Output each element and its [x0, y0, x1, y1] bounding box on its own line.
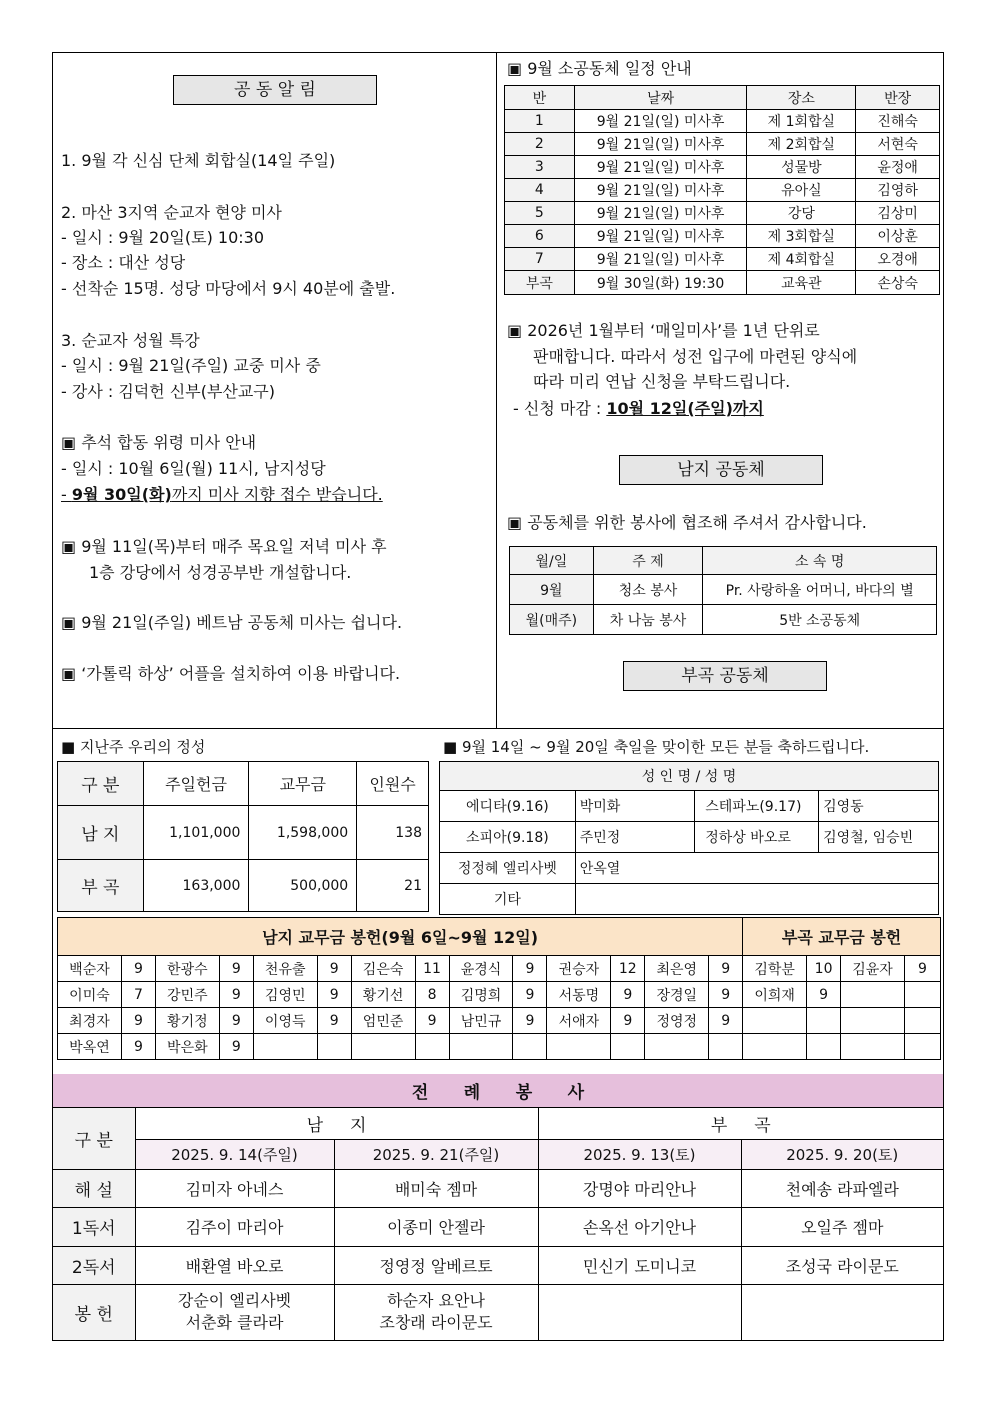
schedule-cell: 9월 21일(일) 미사후: [574, 248, 747, 271]
offer-name: 조창래 라이문도: [379, 1313, 493, 1333]
feast-cell: 박미화: [575, 791, 695, 822]
dues-cell: [841, 1034, 905, 1060]
dues-cell: 9: [317, 982, 351, 1008]
offer-name: 서춘화 클라라: [185, 1313, 284, 1333]
dues-cell: [904, 1034, 940, 1060]
mass-line: 판매합니다. 따라서 성전 입구에 마련된 양식에: [533, 347, 858, 366]
offering-cell: 1,101,000: [143, 806, 249, 860]
service-cell: 청소 봉사: [593, 575, 703, 605]
dues-cell: [743, 1008, 807, 1034]
liturgy-offer-cell: [334, 1284, 538, 1340]
schedule-cell: 서현숙: [856, 133, 940, 156]
mass-deadline-label: - 신청 마감 :: [513, 399, 607, 418]
offering-cell: 138: [357, 806, 429, 860]
dues-cell: 9: [513, 1008, 547, 1034]
liturgy-table: [53, 1074, 943, 1340]
liturgy-date: 2025. 9. 20(토): [741, 1139, 943, 1169]
schedule-cell: 제 1회합실: [747, 110, 856, 133]
liturgy-cell: 정영정 알베르토: [334, 1246, 538, 1284]
dues-cell: 9: [709, 1008, 743, 1034]
dues-cell: [743, 1034, 807, 1060]
dues-cell: 12: [611, 956, 645, 982]
schedule-cell: 교육관: [747, 271, 856, 295]
feast-cell: 안옥열: [575, 853, 938, 884]
schedule-cell: 9월 21일(일) 미사후: [574, 133, 747, 156]
notice-line: 3. 순교자 성월 특강: [61, 331, 200, 350]
schedule-cell: 진해숙: [856, 110, 940, 133]
liturgy-offer-cell: [741, 1284, 943, 1340]
service-header: 주 제: [593, 547, 703, 575]
schedule-cell: 9월 30일(화) 19:30: [574, 271, 747, 295]
schedule-table: [504, 85, 940, 295]
dues-cell: [449, 1034, 513, 1060]
service-cell: 월(매주): [510, 605, 594, 635]
schedule-cell: 김상미: [856, 202, 940, 225]
liturgy-date: 2025. 9. 21(주일): [334, 1139, 538, 1169]
dues-bugok-title: 부곡 교무금 봉헌: [743, 918, 941, 956]
liturgy-cell: 이종미 안젤라: [334, 1207, 538, 1246]
schedule-cell: 제 4회합실: [747, 248, 856, 271]
liturgy-cell: 오일주 젬마: [741, 1207, 943, 1246]
notice-line: ▣ 9월 21일(주일) 베트남 공동체 미사는 쉽니다.: [61, 613, 403, 632]
dues-cell: 박옥연: [58, 1034, 122, 1060]
schedule-header: 장소: [747, 86, 856, 110]
namji-service-table: [509, 546, 937, 635]
dues-cell: 7: [121, 982, 155, 1008]
feast-cell: 스테파노(9.17): [695, 791, 819, 822]
feast-cell: [575, 884, 938, 915]
liturgy-cell: 강명야 마리안나: [538, 1169, 741, 1207]
dues-cell: 한광수: [155, 956, 219, 982]
notice-line: ▣ ‘가톨릭 하상’ 어플을 설치하여 이용 바랍니다.: [61, 664, 401, 683]
schedule-cell: 1: [505, 110, 575, 133]
dues-cell: [317, 1034, 351, 1060]
feast-cell: 김영동: [819, 791, 939, 822]
dues-cell: 9: [219, 956, 253, 982]
liturgy-offer-cell: [135, 1284, 334, 1340]
liturgy-date: 2025. 9. 13(토): [538, 1139, 741, 1169]
dues-namji-title: 남지 교무금 봉헌(9월 6일~9월 12일): [58, 918, 743, 956]
schedule-header: 반장: [856, 86, 940, 110]
liturgy-bugok-header: 부 곡: [538, 1107, 943, 1139]
offering-header: 주일헌금: [143, 762, 249, 806]
liturgy-row-label: 1독서: [53, 1207, 135, 1246]
schedule-cell: 9월 21일(일) 미사후: [574, 202, 747, 225]
dues-cell: 김영민: [253, 982, 317, 1008]
dues-cell: 9: [513, 982, 547, 1008]
dues-cell: 이미숙: [58, 982, 122, 1008]
dues-cell: 9: [219, 1034, 253, 1060]
feast-title: ■ 9월 14일 ~ 9월 20일 축일을 맞이한 모든 분들 축하드립니다.: [443, 738, 870, 756]
dues-cell: 9: [317, 956, 351, 982]
dues-cell: [807, 1008, 841, 1034]
offering-header: 인원수: [357, 762, 429, 806]
schedule-cell: 2: [505, 133, 575, 156]
dues-cell: 9: [807, 982, 841, 1008]
notice-line: ▣ 9월 11일(목)부터 매주 목요일 저녁 미사 후: [61, 537, 387, 556]
liturgy-cell: 조성국 라이문도: [741, 1246, 943, 1284]
schedule-cell: 강당: [747, 202, 856, 225]
top-section: [53, 53, 943, 729]
dues-cell: [547, 1034, 611, 1060]
dues-cell: 황기정: [155, 1008, 219, 1034]
offering-cell: 163,000: [143, 860, 249, 912]
dues-cell: 남민규: [449, 1008, 513, 1034]
schedule-cell: 윤정애: [856, 156, 940, 179]
dues-cell: 10: [807, 956, 841, 982]
schedule-cell: 유아실: [747, 179, 856, 202]
service-cell: 차 나눔 봉사: [593, 605, 703, 635]
service-cell: Pr. 사랑하올 어머니, 바다의 별: [703, 575, 937, 605]
dues-cell: 황기선: [351, 982, 415, 1008]
schedule-cell: 부곡: [505, 271, 575, 295]
dues-cell: 정영정: [645, 1008, 709, 1034]
feast-cell: 에디타(9.16): [440, 791, 576, 822]
dues-cell: 서동명: [547, 982, 611, 1008]
liturgy-cell: 손옥선 아기안나: [538, 1207, 741, 1246]
feast-cell: 주민정: [575, 822, 695, 853]
feast-cell: 기타: [440, 884, 576, 915]
schedule-cell: 제 2회합실: [747, 133, 856, 156]
dues-cell: 김학분: [743, 956, 807, 982]
dues-cell: 9: [121, 1008, 155, 1034]
notice-line-underlined: - 9월 30일(화)까지 미사 지향 접수 받습니다.: [61, 485, 383, 504]
dues-cell: 강민주: [155, 982, 219, 1008]
offering-header: 구 분: [58, 762, 144, 806]
feast-cell: 정하상 바오로: [695, 822, 819, 853]
feast-cell: 김영철, 임승빈: [819, 822, 939, 853]
namji-thanks: ▣ 공동체를 위한 봉사에 협조해 주셔서 감사합니다.: [507, 513, 867, 532]
liturgy-namji-header: 남 지: [135, 1107, 538, 1139]
feast-table: [439, 761, 939, 915]
schedule-cell: 손상숙: [856, 271, 940, 295]
service-cell: 9월: [510, 575, 594, 605]
dues-cell: 김윤자: [841, 956, 905, 982]
mass-line: ▣ 2026년 1월부터 ‘매일미사’를 1년 단위로: [507, 321, 820, 340]
liturgy-row-label: 해 설: [53, 1169, 135, 1207]
dues-cell: 박은화: [155, 1034, 219, 1060]
service-header: 월/일: [510, 547, 594, 575]
schedule-cell: 김영하: [856, 179, 940, 202]
liturgy-date: 2025. 9. 14(주일): [135, 1139, 334, 1169]
schedule-cell: 7: [505, 248, 575, 271]
schedule-cell: 오경애: [856, 248, 940, 271]
notice-line: ▣ 추석 합동 위령 미사 안내: [61, 433, 257, 452]
dues-cell: 9: [415, 1008, 449, 1034]
notice-line: - 강사 : 김덕헌 신부(부산교구): [61, 382, 276, 401]
feast-cell: 소피아(9.18): [440, 822, 576, 853]
schedule-cell: 6: [505, 225, 575, 248]
dues-cell: [253, 1034, 317, 1060]
bugok-title: 부곡 공동체: [623, 661, 827, 691]
offering-header: 교무금: [249, 762, 357, 806]
dues-cell: [841, 1008, 905, 1034]
service-cell: 5반 소공동체: [703, 605, 937, 635]
dues-cell: 11: [415, 956, 449, 982]
offer-name: 강순이 엘리사벳: [177, 1291, 292, 1311]
dues-cell: [611, 1034, 645, 1060]
namji-title: 남지 공동체: [619, 455, 823, 485]
dues-cell: 권승자: [547, 956, 611, 982]
dues-cell: 윤경식: [449, 956, 513, 982]
dues-cell: 9: [317, 1008, 351, 1034]
dues-cell: 이영득: [253, 1008, 317, 1034]
schedule-cell: 3: [505, 156, 575, 179]
offering-title: ■ 지난주 우리의 정성: [61, 738, 206, 756]
dues-cell: 천유출: [253, 956, 317, 982]
offer-name: 하순자 요안나: [387, 1291, 485, 1311]
dues-cell: 김명희: [449, 982, 513, 1008]
dues-table: [57, 917, 941, 1060]
schedule-cell: 4: [505, 179, 575, 202]
liturgy-row-label: 봉 헌: [53, 1284, 135, 1340]
mass-deadline-date: 10월 12일(주일)까지: [606, 399, 764, 418]
notice-date: 9월 30일(화): [71, 485, 172, 504]
liturgy-cell: 민신기 도미니코: [538, 1246, 741, 1284]
dues-cell: 9: [219, 1008, 253, 1034]
feast-header: 성 인 명 / 성 명: [440, 762, 939, 791]
schedule-cell: 성물방: [747, 156, 856, 179]
offering-cell: 1,598,000: [249, 806, 357, 860]
dues-cell: 장경일: [645, 982, 709, 1008]
dues-cell: 9: [709, 956, 743, 982]
dues-cell: 엄민준: [351, 1008, 415, 1034]
notice-line: - 일시 : 9월 21일(주일) 교중 미사 중: [61, 356, 321, 375]
dues-cell: [904, 982, 940, 1008]
notice-line: - 선착순 15명. 성당 마당에서 9시 40분에 출발.: [61, 279, 396, 298]
offering-cell: 남 지: [58, 806, 144, 860]
dues-cell: [807, 1034, 841, 1060]
notice-line: - 장소 : 대산 성당: [61, 253, 186, 272]
liturgy-cell: 김주이 마리아: [135, 1207, 334, 1246]
dues-cell: 9: [121, 1034, 155, 1060]
middle-section: [53, 729, 943, 1074]
liturgy-cell: 김미자 아네스: [135, 1169, 334, 1207]
notice-line: 1. 9월 각 신심 단체 회합실(14일 주일): [61, 151, 336, 170]
dues-cell: 9: [219, 982, 253, 1008]
dues-cell: 9: [904, 956, 940, 982]
dues-cell: [513, 1034, 547, 1060]
dues-cell: 8: [415, 982, 449, 1008]
dues-cell: 서애자: [547, 1008, 611, 1034]
bulletin-frame: [52, 52, 944, 1341]
notice-line: 2. 마산 3지역 순교자 현양 미사: [61, 203, 282, 222]
dues-cell: [709, 1034, 743, 1060]
dues-cell: 9: [611, 982, 645, 1008]
notice-line: - 일시 : 9월 20일(토) 10:30: [61, 228, 265, 247]
offering-cell: 21: [357, 860, 429, 912]
schedule-cell: 9월 21일(일) 미사후: [574, 225, 747, 248]
offering-table: [57, 761, 429, 912]
dues-cell: 9: [611, 1008, 645, 1034]
schedule-cell: 9월 21일(일) 미사후: [574, 110, 747, 133]
dues-cell: [841, 982, 905, 1008]
feast-cell: 정정혜 엘리사벳: [440, 853, 576, 884]
schedule-cell: 9월 21일(일) 미사후: [574, 179, 747, 202]
dues-cell: 9: [513, 956, 547, 982]
schedule-header: 날짜: [574, 86, 747, 110]
dues-cell: 9: [709, 982, 743, 1008]
mass-deadline-line: [513, 397, 764, 421]
dues-cell: 최은영: [645, 956, 709, 982]
notice-line: 1층 강당에서 성경공부반 개설합니다.: [89, 563, 352, 582]
dues-cell: 9: [121, 956, 155, 982]
schedule-cell: 9월 21일(일) 미사후: [574, 156, 747, 179]
liturgy-offer-cell: [538, 1284, 741, 1340]
schedule-cell: 제 3회합실: [747, 225, 856, 248]
liturgy-col-label: 구 분: [53, 1107, 135, 1169]
dues-cell: [351, 1034, 415, 1060]
liturgy-cell: 천예송 라파엘라: [741, 1169, 943, 1207]
offering-cell: 500,000: [249, 860, 357, 912]
dues-cell: [415, 1034, 449, 1060]
liturgy-title: 전 례 봉 사: [53, 1074, 943, 1107]
schedule-cell: 5: [505, 202, 575, 225]
service-header: 소 속 명: [703, 547, 937, 575]
dues-cell: 백순자: [58, 956, 122, 982]
dues-cell: 이희재: [743, 982, 807, 1008]
notice-text: 까지 미사 지향 접수 받습니다.: [171, 485, 383, 504]
mass-line: 따라 미리 연납 신청을 부탁드립니다.: [533, 372, 791, 391]
dues-cell: [645, 1034, 709, 1060]
offering-cell: 부 곡: [58, 860, 144, 912]
liturgy-cell: 배미숙 젬마: [334, 1169, 538, 1207]
schedule-header: 반: [505, 86, 575, 110]
dues-cell: 최경자: [58, 1008, 122, 1034]
liturgy-row-label: 2독서: [53, 1246, 135, 1284]
notice-line: - 일시 : 10월 6일(월) 11시, 남지성당: [61, 459, 326, 478]
dues-cell: 김은숙: [351, 956, 415, 982]
notice-title: 공 동 알 림: [173, 75, 377, 105]
dues-cell: [904, 1008, 940, 1034]
divider: [496, 53, 497, 729]
schedule-title: ▣ 9월 소공동체 일정 안내: [507, 59, 692, 78]
liturgy-cell: 배환열 바오로: [135, 1246, 334, 1284]
schedule-cell: 이상훈: [856, 225, 940, 248]
